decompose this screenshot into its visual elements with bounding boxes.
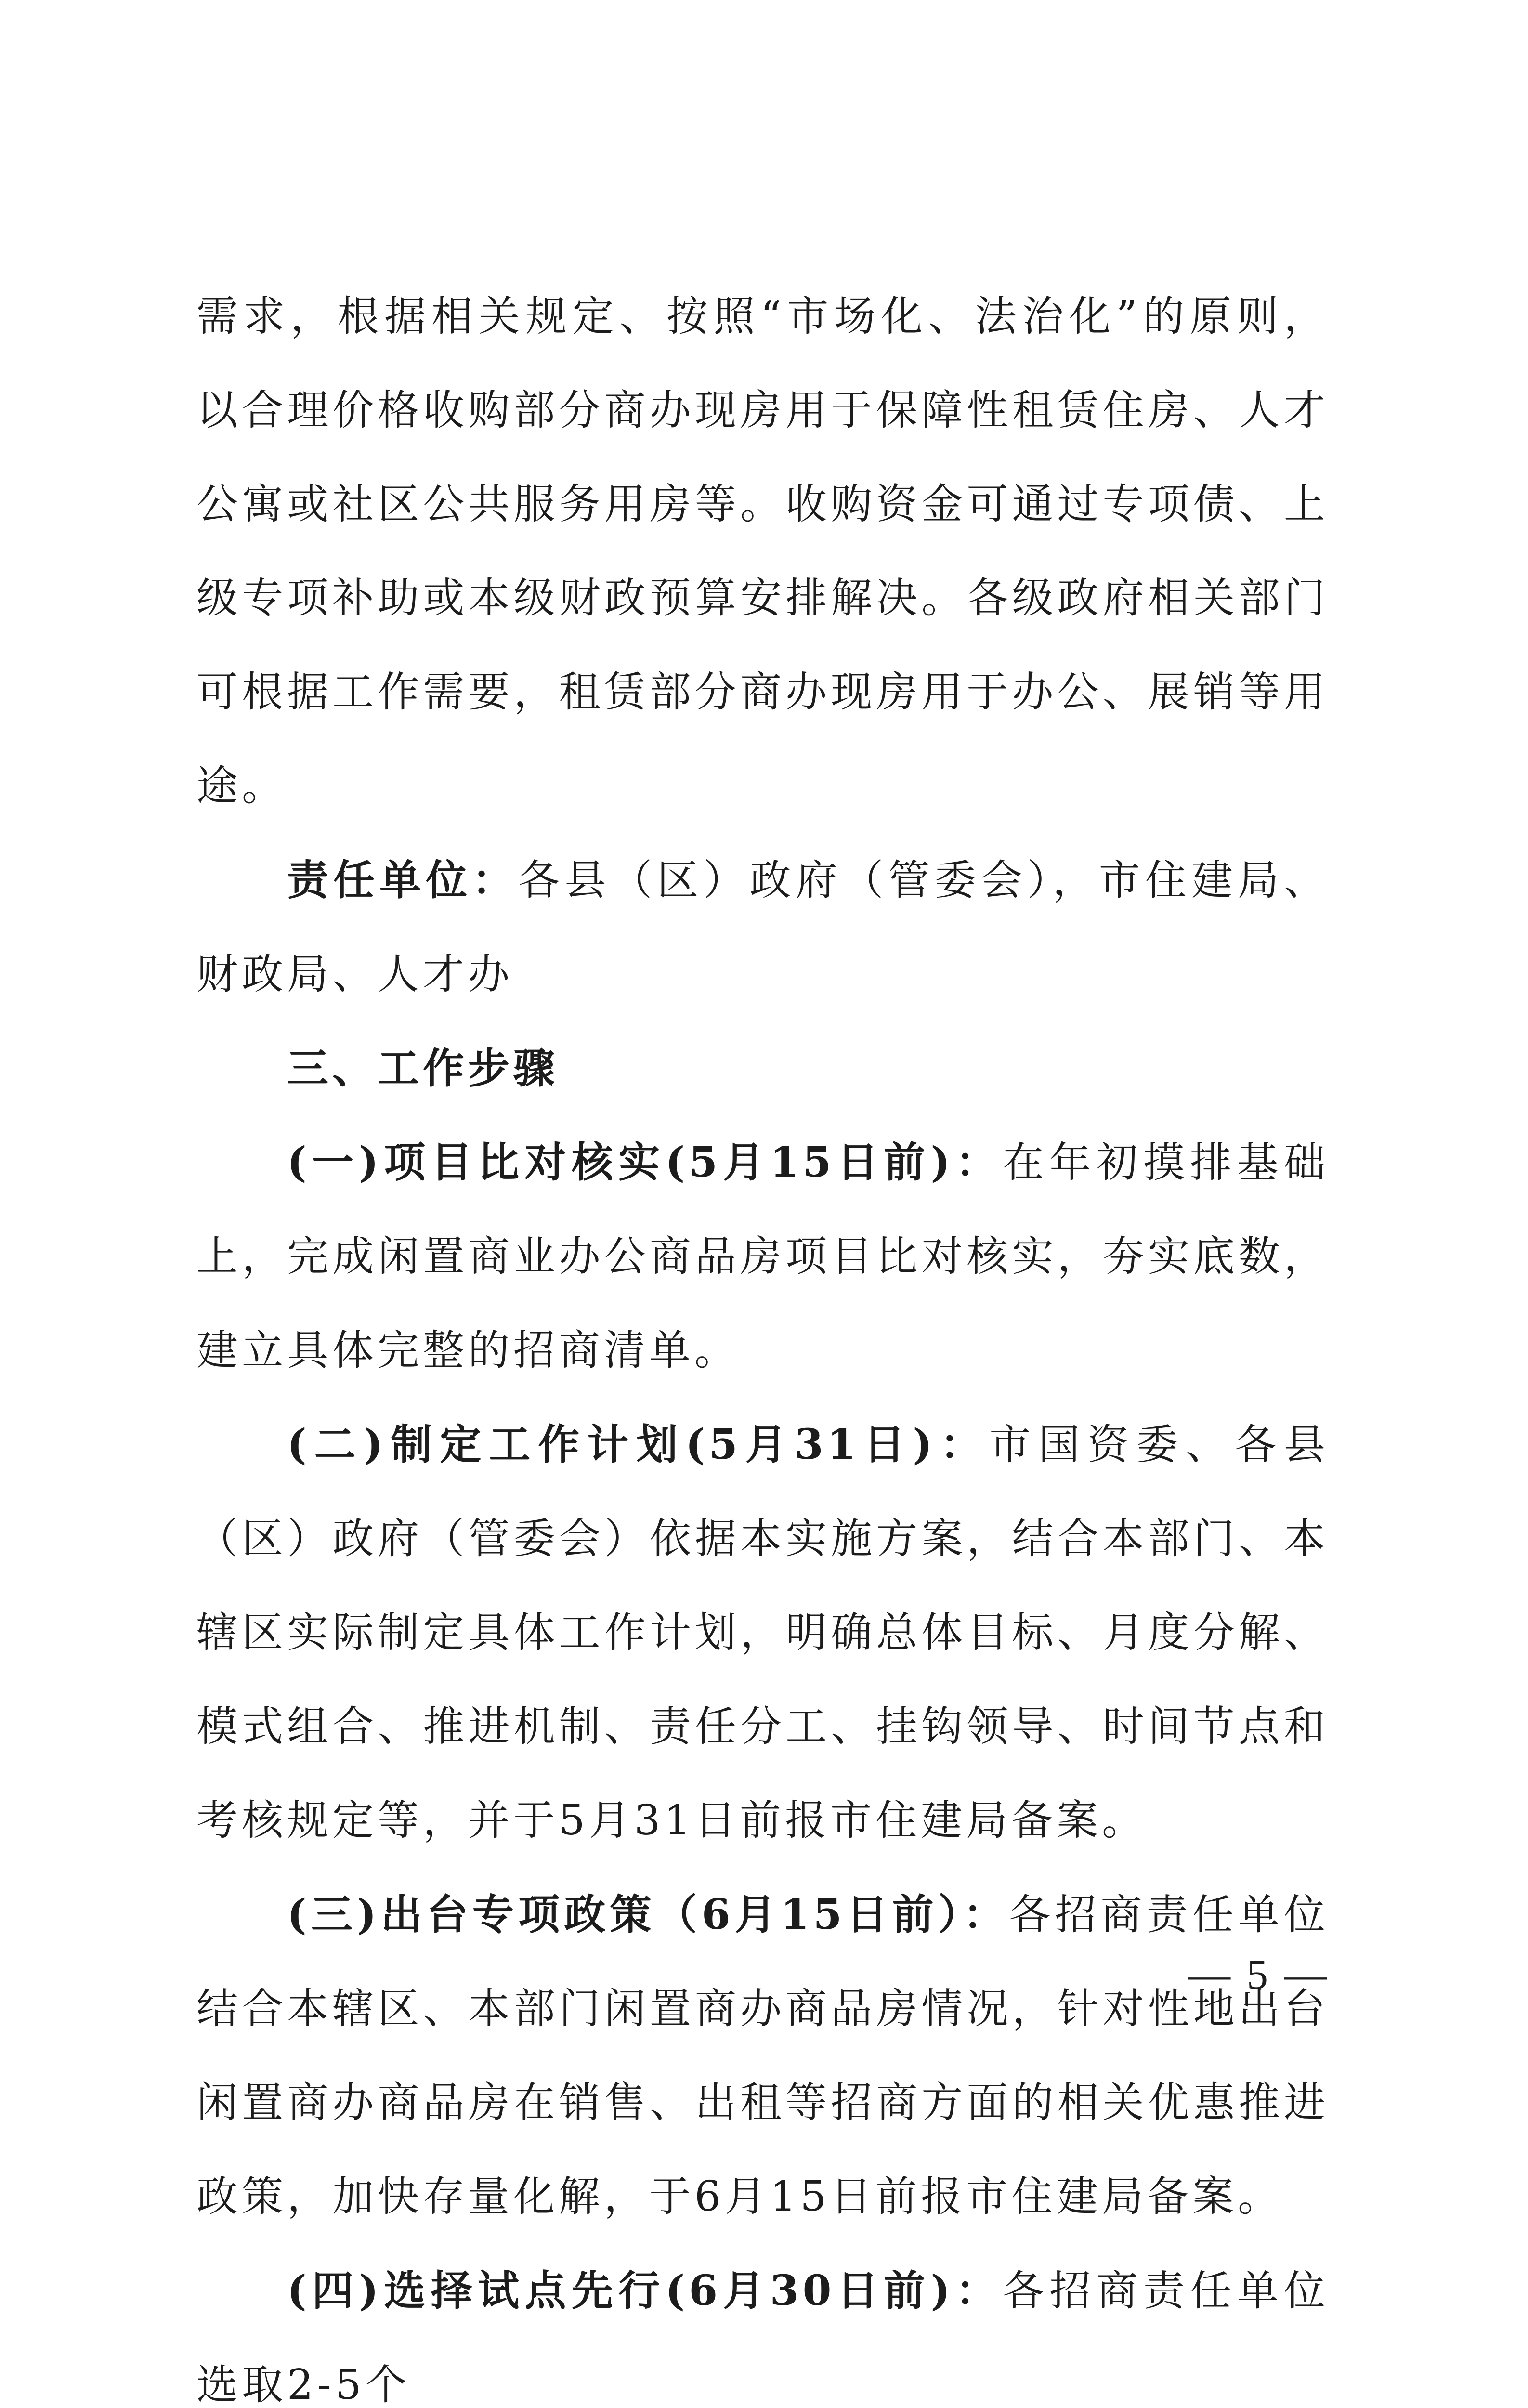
responsibility-label: 责任单位：	[287, 856, 519, 904]
step-paragraph-3	[196, 1868, 1329, 2244]
step-paragraph-1	[196, 1115, 1329, 1398]
step-text: 在年初摸排基础上，完成闲置商业办公商品房项目比对核实，夯实底数，建立具体完整的招商清单。	[196, 1139, 1330, 1374]
step-text: 各招商责任单位选取2-5个	[196, 2267, 1330, 2408]
responsibility-paragraph	[196, 833, 1329, 1021]
step-lead: (四)选择试点先行(6月30日前)：	[287, 2266, 1003, 2315]
step-paragraph-2	[196, 1398, 1329, 1868]
step-lead: (二)制定工作计划(5月31日)：	[287, 1420, 990, 1469]
step-text: 各招商责任单位结合本辖区、本部门闲置商办商品房情况，针对性地出台闲置商办商品房在销售、出租等招商方面的相关优惠推进政策，加快存量化解，于6月15日前报市住建局备案。	[196, 1891, 1329, 2221]
step-paragraph-4	[196, 2244, 1329, 2408]
section-heading: 三、工作步骤	[287, 1044, 559, 1093]
body-paragraph-1	[196, 270, 1329, 833]
step-text: 市国资委、各县（区）政府（管委会）依据本实施方案，结合本部门、本辖区实际制定具体工作计划，明确总体目标、月度分解、模式组合、推进机制、责任分工、挂钩领导、时间节点和考核规定等，并于5月31日前报市住建局备案。	[196, 1421, 1329, 1845]
paragraph-text: 需求，根据相关规定、按照“市场化、法治化”的原则，以合理价格收购部分商办现房用于保障性租赁住房、人才公寓或社区公共服务用房等。收购资金可通过专项债、上级专项补助或本级财政预算安排解决。各级政府相关部门可根据工作需要，租赁部分商办现房用于办公、展销等用途。	[196, 292, 1329, 810]
step-lead: (一)项目比对核实(5月15日前)：	[287, 1138, 1003, 1187]
responsibility-text: 各县（区）政府（管委会），市住建局、财政局、人才办	[196, 856, 1330, 998]
step-lead: (三)出台专项政策（6月15日前）：	[287, 1890, 1009, 1939]
page-number: — 5 —	[1188, 1951, 1330, 1998]
document-body	[196, 270, 1329, 2408]
